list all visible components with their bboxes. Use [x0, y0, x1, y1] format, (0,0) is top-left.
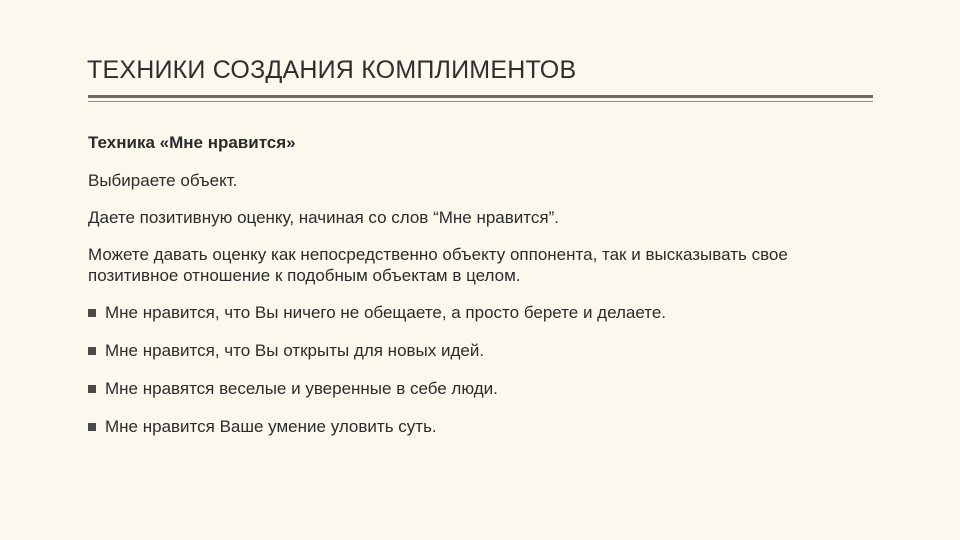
square-bullet-icon [88, 385, 96, 393]
slide-content [88, 132, 878, 454]
list-item [88, 302, 878, 323]
slide-title: ТЕХНИКИ СОЗДАНИЯ КОМПЛИМЕНТОВ [87, 56, 577, 84]
list-item [88, 416, 878, 437]
square-bullet-icon [88, 423, 96, 431]
list-item-text: Мне нравится, что Вы ничего не обещаете, а просто берете и делаете. [105, 303, 667, 322]
square-bullet-icon [88, 347, 96, 355]
paragraph: Выбираете объект. [88, 171, 238, 190]
title-divider-thick [88, 95, 873, 98]
list-item-text: Мне нравится, что Вы открыты для новых идей. [105, 341, 485, 360]
title-divider-thin [88, 101, 873, 102]
paragraph: Даете позитивную оценку, начиная со слов “Мне нравится”. [88, 208, 559, 227]
list-item-text: Мне нравится Ваше умение уловить суть. [105, 417, 437, 436]
technique-heading: Техника «Мне нравится» [88, 133, 296, 152]
paragraph: Можете давать оценку как непосредственно объекту оппонента, так и высказывать свое позитивное отношение к подобным объектам в целом. [88, 245, 788, 285]
square-bullet-icon [88, 309, 96, 317]
list-item-text: Мне нравятся веселые и уверенные в себе люди. [105, 379, 498, 398]
example-list [88, 302, 878, 437]
list-item [88, 378, 878, 399]
list-item [88, 340, 878, 361]
